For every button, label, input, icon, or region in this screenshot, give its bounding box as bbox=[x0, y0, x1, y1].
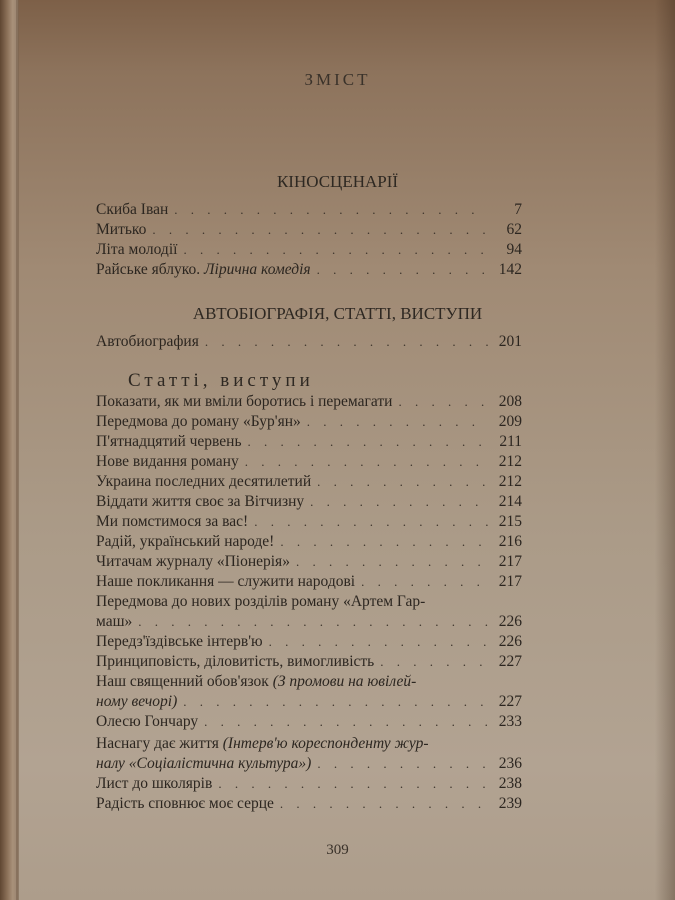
toc-entry bbox=[96, 532, 522, 552]
leader-dots bbox=[307, 412, 488, 432]
entry-page: 215 bbox=[498, 513, 522, 530]
entry-page: 233 bbox=[498, 713, 522, 730]
leader-dots bbox=[183, 692, 488, 712]
leader-dots bbox=[280, 532, 488, 552]
entry-title bbox=[96, 260, 311, 280]
entry-page: 214 bbox=[498, 493, 522, 510]
section-heading-screenplays: КІНОСЦЕНАРІЇ bbox=[276, 172, 399, 191]
toc-entry bbox=[96, 220, 522, 240]
entry-title-cont: маш» bbox=[96, 613, 133, 630]
toc-entry bbox=[96, 200, 522, 220]
page-title: ЗМІСТ bbox=[304, 70, 371, 89]
page-number: 309 bbox=[326, 842, 349, 858]
toc-entry bbox=[96, 552, 522, 572]
entry-title-cont bbox=[96, 692, 177, 712]
entry-title-main: Наш священний обов'язок bbox=[96, 673, 269, 690]
leader-dots bbox=[296, 552, 488, 572]
leader-dots bbox=[218, 774, 488, 794]
leader-dots bbox=[398, 392, 488, 412]
entry-title: Наше покликання — служити народові bbox=[96, 573, 356, 590]
leader-dots bbox=[310, 492, 488, 512]
toc-entry-line2 bbox=[96, 612, 522, 632]
entry-title bbox=[96, 672, 522, 692]
entry-title: Принциповість, діловитість, вимогливість bbox=[96, 653, 375, 670]
leader-dots bbox=[361, 572, 488, 592]
toc-entry bbox=[96, 632, 522, 652]
entry-page: 227 bbox=[498, 693, 522, 710]
entry-title: П'ятнадцятий червень bbox=[96, 433, 242, 450]
toc-entry bbox=[96, 774, 522, 794]
entry-title: Нове видання роману bbox=[96, 453, 239, 470]
entry-page: 211 bbox=[499, 433, 522, 450]
toc-entry-line1 bbox=[96, 592, 522, 612]
leader-dots bbox=[138, 612, 488, 632]
entry-title: Передмова до роману «Бур'ян» bbox=[96, 413, 301, 430]
section-heading-autobiography: АВТОБІОГРАФІЯ, СТАТТІ, ВИСТУПИ bbox=[192, 304, 483, 323]
entry-title: Украина последних десятилетий bbox=[96, 473, 312, 490]
leader-dots bbox=[205, 332, 488, 352]
entry-title-main: Райське яблуко. bbox=[96, 261, 201, 278]
leader-dots bbox=[269, 632, 488, 652]
entry-title: Олесю Гончару bbox=[96, 713, 199, 730]
leader-dots bbox=[248, 432, 488, 452]
entry-title: Читачам журналу «Піонерія» bbox=[96, 553, 290, 570]
entry-page: 226 bbox=[498, 633, 522, 650]
leader-dots bbox=[280, 794, 488, 814]
entry-page: 94 bbox=[506, 241, 522, 258]
leader-dots bbox=[317, 754, 488, 774]
toc-entry bbox=[96, 412, 522, 432]
toc-entry-line2 bbox=[96, 692, 522, 712]
entry-title: Передз'їздівське інтерв'ю bbox=[96, 633, 263, 650]
entry-title-italic: (З промови на ювілей- bbox=[272, 673, 417, 690]
toc-entry bbox=[96, 260, 522, 280]
entry-page: 239 bbox=[498, 795, 522, 812]
entry-title-italic: (Інтерв'ю кореспонденту жур- bbox=[222, 735, 429, 752]
entry-title: Ми помстимося за вас! bbox=[96, 513, 249, 530]
entry-title bbox=[96, 734, 522, 754]
entry-title: Літа молодії bbox=[96, 241, 178, 258]
leader-dots bbox=[204, 712, 488, 732]
toc-entry bbox=[96, 492, 522, 512]
toc-entry bbox=[96, 512, 522, 532]
toc-entry bbox=[96, 240, 522, 260]
entry-page: 212 bbox=[498, 473, 522, 490]
toc-entry-line1 bbox=[96, 734, 522, 754]
entry-title: Показати, як ми вміли боротись і перемагати bbox=[96, 393, 393, 410]
entry-title-italic: налу «Соціалістична культура») bbox=[96, 755, 312, 772]
toc-entry bbox=[96, 392, 522, 412]
leader-dots bbox=[183, 240, 488, 260]
entry-title: Радій, український народе! bbox=[96, 533, 275, 550]
leader-dots bbox=[380, 652, 488, 672]
toc-entry bbox=[96, 332, 522, 352]
toc-entry bbox=[96, 794, 522, 814]
entry-page: 7 bbox=[514, 201, 522, 218]
entry-page: 212 bbox=[498, 453, 522, 470]
leader-dots bbox=[174, 200, 488, 220]
entry-title-italic: ному вечорі) bbox=[96, 693, 178, 710]
entry-page: 238 bbox=[498, 775, 522, 792]
toc-entry bbox=[96, 572, 522, 592]
leader-dots bbox=[317, 260, 488, 280]
toc-entry bbox=[96, 452, 522, 472]
leader-dots bbox=[245, 452, 488, 472]
entry-title: Віддати життя своє за Вітчизну bbox=[96, 493, 305, 510]
toc-entry bbox=[96, 432, 522, 452]
entry-title: Передмова до нових розділів роману «Артем Гар- bbox=[96, 593, 426, 610]
leader-dots bbox=[152, 220, 488, 240]
entry-page: 217 bbox=[498, 573, 522, 590]
entry-page: 216 bbox=[498, 533, 522, 550]
entry-page: 227 bbox=[498, 653, 522, 670]
entry-page: 217 bbox=[498, 553, 522, 570]
entry-page: 226 bbox=[498, 613, 522, 630]
entry-page: 201 bbox=[498, 333, 522, 350]
entry-title: Скиба Іван bbox=[96, 201, 169, 218]
subsection-heading-articles: Статті, виступи bbox=[128, 370, 314, 391]
entry-title: Автобиография bbox=[96, 333, 199, 350]
entry-page: 209 bbox=[498, 413, 522, 430]
toc-entry-line1 bbox=[96, 672, 522, 692]
leader-dots bbox=[317, 472, 488, 492]
entry-title: Радість сповнює моє серце bbox=[96, 795, 274, 812]
entry-title-cont bbox=[96, 754, 311, 774]
leader-dots bbox=[254, 512, 488, 532]
entry-page: 208 bbox=[498, 393, 522, 410]
entry-title-italic: Лірична комедія bbox=[204, 261, 311, 278]
entry-page: 62 bbox=[506, 221, 522, 238]
entry-title: Митько bbox=[96, 221, 147, 238]
entry-page: 236 bbox=[498, 755, 522, 772]
entry-title: Лист до школярів bbox=[96, 775, 213, 792]
toc-entry bbox=[96, 712, 522, 732]
toc-entry bbox=[96, 472, 522, 492]
toc-entry bbox=[96, 652, 522, 672]
entry-title-main: Наснагу дає життя bbox=[96, 735, 219, 752]
entry-page: 142 bbox=[498, 261, 522, 278]
toc-entry-line2 bbox=[96, 754, 522, 774]
